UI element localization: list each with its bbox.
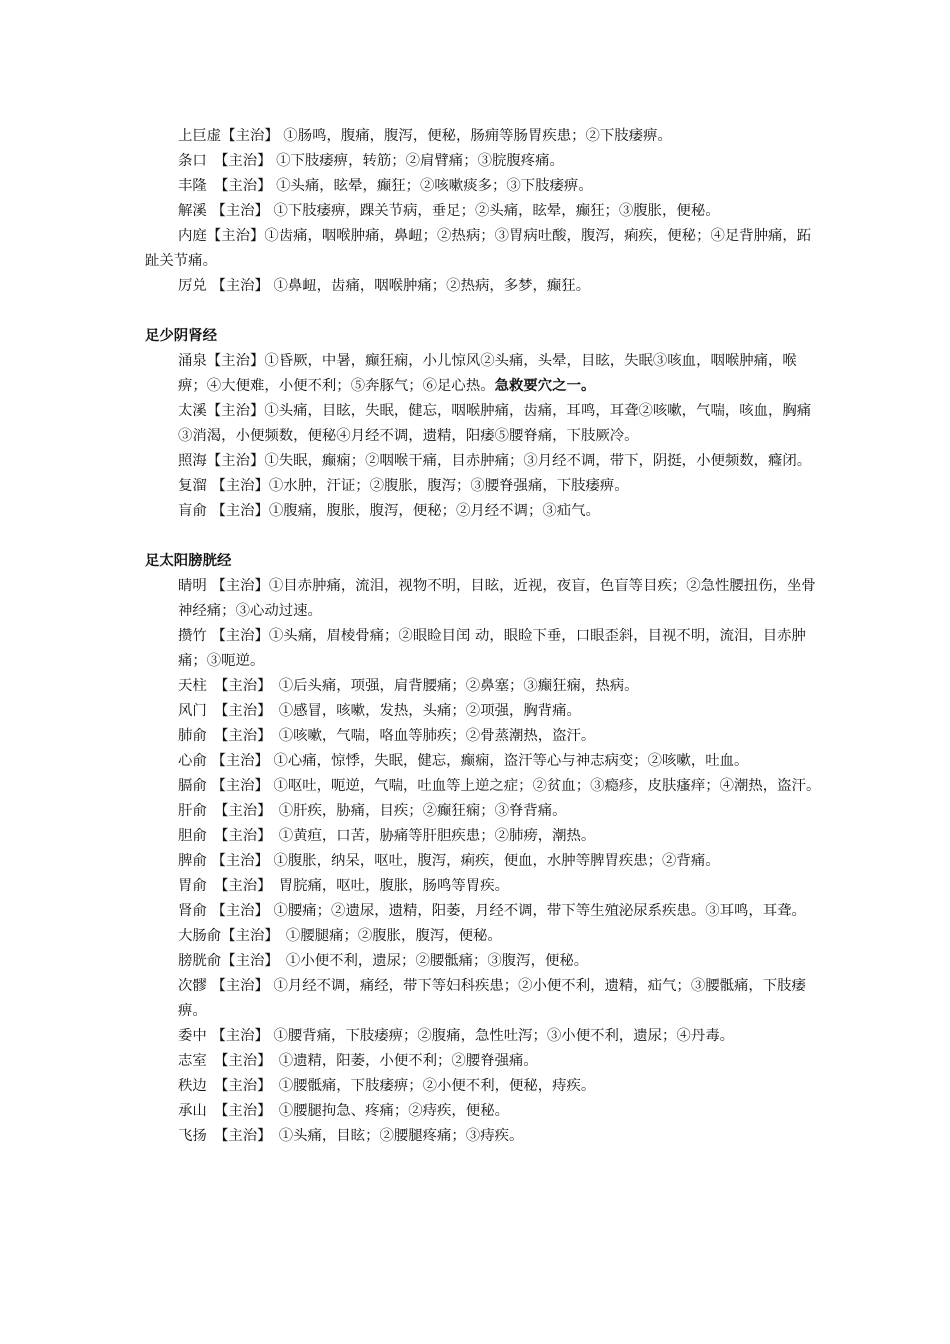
entry-fuliu: 复溜 【主治】①水肿，汗证；②腹胀，腹泻；③腰脊强痛，下肢痿痹。: [178, 478, 629, 494]
entry-jingming: 睛明 【主治】①目赤肿痛，流泪，视物不明，目眩，近视，夜盲，色盲等目疾；②急性腰扭伤，坐骨神经痛；③心动过速。: [178, 578, 816, 619]
entry-jiexi: 解溪 【主治】 ①下肢痿痹，踝关节病，垂足；②头痛，眩晕，癫狂；③腹胀，便秘。: [178, 203, 720, 219]
entry-zhishi: 志室 【主治】 ①遗精，阳萎，小便不利；②腰脊强痛。: [178, 1053, 538, 1069]
entry-weishu: 胃俞 【主治】 胃脘痛，呕吐，腹胀，肠鸣等胃疾。: [178, 878, 509, 894]
entry-weizhong: 委中 【主治】 ①腰背痛，下肢痿痹；②腹痛，急性吐泻；③小便不利，遗尿；④丹毒。: [178, 1028, 734, 1044]
entry-cuanzhu: 攒竹 【主治】①头痛，眉棱骨痛；②眼睑目闰 动，眼睑下垂，口眼歪斜，目视不明，流泪，目赤肿痛；③呃逆。: [178, 628, 806, 669]
entry-feishu: 肺俞 【主治】 ①咳嗽，气喘，咯血等肺疾；②骨蒸潮热，盗汗。: [178, 728, 596, 744]
section-gap: [145, 524, 825, 549]
entry-huangshu: 肓俞 【主治】①腹痛，腹胀，腹泻，便秘；②月经不调；③疝气。: [178, 503, 600, 519]
entry-xinshu: 心俞 【主治】 ①心痛，惊悸，失眠，健忘，癫痫，盗汗等心与神志病变；②咳嗽，吐血。: [178, 753, 749, 769]
entry-zhibian: 秩边 【主治】 ①腰骶痛，下肢痿痹；②小便不利，便秘，痔疾。: [178, 1078, 596, 1094]
entry-feiyang: 飞扬 【主治】 ①头痛，目眩；②腰腿疼痛；③痔疾。: [178, 1128, 524, 1144]
entry-yongquan: [145, 349, 825, 399]
entry-ciliao: 次髎 【主治】 ①月经不调，痛经，带下等妇科疾患；②小便不利，遗精，疝气；③腰骶痛，下肢痿痹。: [178, 978, 806, 1019]
entry-zhaohai: 照海【主治】①失眠，癫痫；②咽喉干痛，目赤肿痛；③月经不调，带下，阴挺，小便频数，癃闭。: [178, 453, 812, 469]
emergency-note: 急救要穴之一。: [494, 378, 596, 394]
entry-danshu: 胆俞 【主治】 ①黄疸，口苦，胁痛等肝胆疾患；②肺痨，潮热。: [178, 828, 596, 844]
entry-fenglong: 丰隆 【主治】 ①头痛，眩晕，癫狂；②咳嗽痰多；③下肢痿痹。: [178, 178, 593, 194]
entry-yongquan-text: 涌泉【主治】①昏厥，中暑，癫狂痫，小儿惊风②头痛，头晕，目眩，失眠③咳血，咽喉肿痛，喉痹；④大便难，小便不利；⑤奔豚气；⑥足心热。: [178, 353, 797, 394]
entry-ganshu: 肝俞 【主治】 ①肝疾，胁痛，目疾；②癫狂痫；③脊背痛。: [178, 803, 567, 819]
entry-dachangshu: 大肠俞【主治】 ①腰腿痛；②腹胀，腹泻，便秘。: [178, 928, 502, 944]
entry-fengmen: 风门 【主治】 ①感冒，咳嗽，发热，头痛；②项强，胸背痛。: [178, 703, 581, 719]
entry-shangjuxu: 上巨虚【主治】 ①肠鸣，腹痛，腹泻，便秘，肠痈等肠胃疾患；②下肢痿痹。: [178, 128, 672, 144]
document-body: [145, 124, 825, 1149]
section-title-kidney: 足少阴肾经: [145, 328, 217, 344]
entry-neiting: 内庭【主治】①齿痛，咽喉肿痛，鼻衄；②热病；③胃病吐酸，腹泻，痢疾，便秘；④足背肿痛，跖趾关节痛。: [145, 228, 812, 269]
entry-lidui: 厉兑 【主治】 ①鼻衄，齿痛，咽喉肿痛；②热病，多梦，癫狂。: [178, 278, 591, 294]
entry-pishu: 脾俞 【主治】 ①腹胀，纳呆，呕吐，腹泻，痢疾，便血，水肿等脾胃疾患；②背痛。: [178, 853, 720, 869]
entry-geshu: 膈俞 【主治】 ①呕吐，呃逆，气喘，吐血等上逆之症；②贫血；③瘾疹，皮肤瘙痒；④潮热，盗汗。: [178, 778, 821, 794]
entry-taixi: 太溪【主治】①头痛，目眩，失眠，健忘，咽喉肿痛，齿痛，耳鸣，耳聋②咳嗽，气喘，咳血，胸痛 ③消渴，小便频数，便秘④月经不调，遗精，阳痿⑤腰脊痛，下肢厥冷。: [178, 403, 812, 444]
entry-tiaokou: 条口 【主治】 ①下肢痿痹，转筋；②肩臂痛；③脘腹疼痛。: [178, 153, 564, 169]
entry-chengshan: 承山 【主治】 ①腰腿拘急、疼痛；②痔疾，便秘。: [178, 1103, 509, 1119]
section-gap: [145, 299, 825, 324]
entry-shenshu: 肾俞 【主治】 ①腰痛；②遗尿，遗精，阳萎，月经不调，带下等生殖泌尿系疾患。③耳鸣，耳聋。: [178, 903, 806, 919]
entry-pangguangshu: 膀胱俞【主治】 ①小便不利，遗尿；②腰骶痛；③腹泻，便秘。: [178, 953, 589, 969]
entry-tianzhu: 天柱 【主治】 ①后头痛，项强，肩背腰痛；②鼻塞；③癫狂痫，热病。: [178, 678, 639, 694]
section-title-bladder: 足太阳膀胱经: [145, 553, 232, 569]
